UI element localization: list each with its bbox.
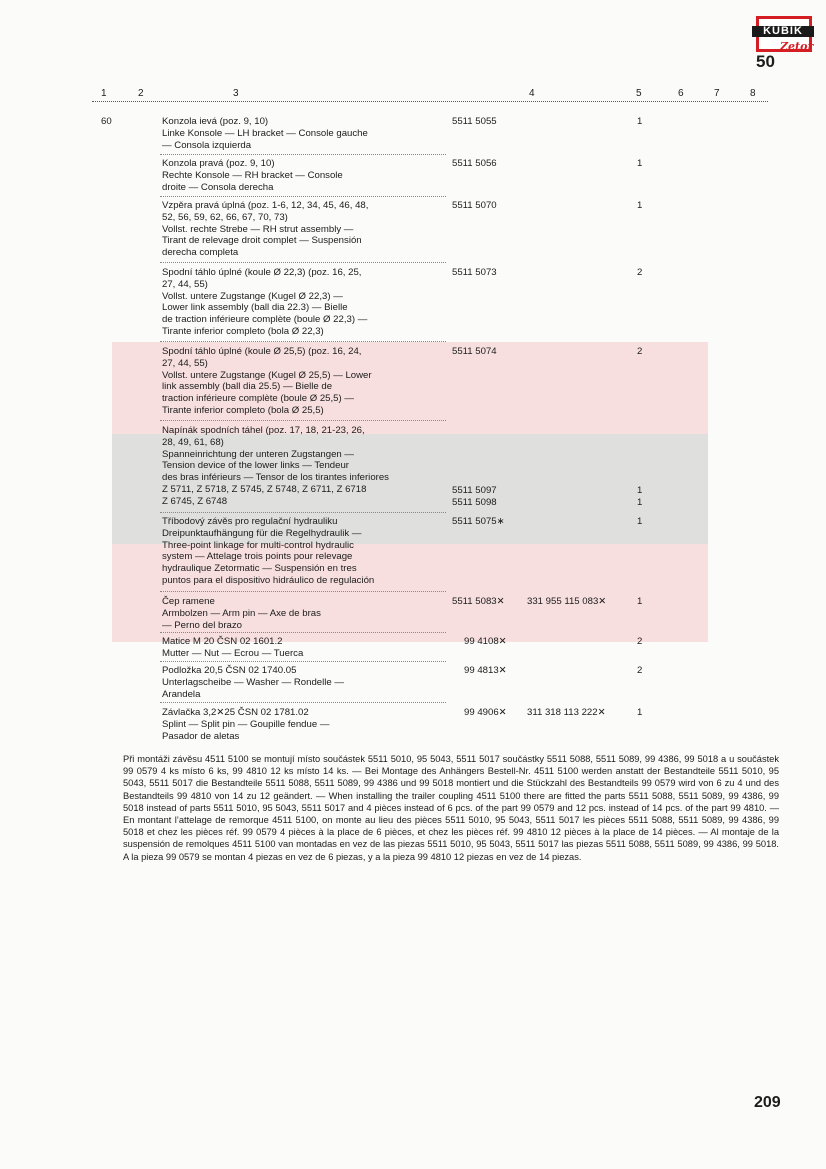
col-header-5: 5 (636, 88, 642, 99)
item-separator (160, 420, 446, 421)
item-part-number: 5511 5073 (452, 267, 497, 278)
item-description: Konzola pravá (poz. 9, 10) Rechte Konsole — RH bracket — Console droite — Consola derecha (162, 158, 343, 193)
col-header-8: 8 (750, 88, 756, 99)
item-separator (160, 262, 446, 263)
item-quantity: 1 (637, 516, 643, 527)
item-separator (160, 341, 446, 342)
item-quantity: 1 1 (637, 485, 643, 508)
item-description: Vzpěra pravá úplná (poz. 1-6, 12, 34, 45, 46, 48, 52, 56, 59, 62, 66, 67, 70, 73) Vollst. rechte Strebe — RH strut assembly — Tirant de relevage droit complet — Suspensión derecha completa (162, 200, 369, 259)
page-number: 209 (754, 1094, 781, 1111)
item-part-number: 5511 5055 (452, 116, 497, 127)
item-part-number: 5511 5074 (452, 346, 497, 357)
item-quantity: 2 (637, 636, 643, 647)
col-header-3: 3 (233, 88, 239, 99)
item-alt-part-number: 311 318 113 222✕ (527, 707, 606, 718)
item-separator (160, 661, 446, 662)
item-part-number: 5511 5083✕ (452, 596, 505, 607)
item-quantity: 1 (637, 596, 643, 607)
item-description: Čep ramene Armbolzen — Arm pin — Axe de bras — Perno del brazo (162, 596, 321, 631)
col-header-7: 7 (714, 88, 720, 99)
item-quantity: 1 (637, 158, 643, 169)
item-description: Konzola ievá (poz. 9, 10) Linke Konsole — LH bracket — Console gauche — Consola izquierda (162, 116, 368, 151)
item-part-number: 99 4906✕ (464, 707, 507, 718)
item-quantity: 1 (637, 116, 643, 127)
col-header-1: 1 (101, 88, 107, 99)
item-quantity: 2 (637, 665, 643, 676)
kubik-logo: KUBIK Zetor (752, 14, 814, 70)
item-part-number: 5511 5097 5511 5098 (452, 485, 497, 508)
item-description: Napínák spodních táhel (poz. 17, 18, 21-23, 26, 28, 49, 61, 68) Spanneinrichtung der unteren Zugstangen — Tension device of the lower links — Tendeur des bras inférieurs — Tensor de los tirantes inferiores Z 5711, Z 5718, Z 5745, Z 5748, Z 6711, Z 6718 Z 6745, Z 6748 (162, 425, 389, 507)
item-quantity: 2 (637, 267, 643, 278)
item-part-number: 99 4108✕ (464, 636, 507, 647)
item-part-number: 5511 5075∗ (452, 516, 505, 527)
item-description: Spodní táhlo úplné (koule Ø 25,5) (poz. 16, 24, 27, 44, 55) Vollst. untere Zugstange (Kugel Ø 25,5) — Lower link assembly (ball dia 25.5) — Bielle de traction inférieure complète (boule Ø 25,5) — Tirante inferior completo (bola Ø 25,5) (162, 346, 372, 416)
sheet-number: 50 (756, 52, 775, 71)
item-part-number: 99 4813✕ (464, 665, 507, 676)
item-alt-part-number: 331 955 115 083✕ (527, 596, 607, 607)
item-separator (160, 591, 446, 592)
col-header-2: 2 (138, 88, 144, 99)
item-description: Matice M 20 ČSN 02 1601.2 Mutter — Nut — Ecrou — Tuerca (162, 636, 304, 659)
item-separator (160, 702, 446, 703)
item-part-number: 5511 5056 (452, 158, 497, 169)
col-header-4: 4 (529, 88, 535, 99)
item-quantity: 1 (637, 707, 643, 718)
item-description: Podložka 20,5 ČSN 02 1740.05 Unterlagscheibe — Washer — Rondelle — Arandela (162, 665, 345, 700)
item-part-number: 5511 5070 (452, 200, 497, 211)
item-separator (160, 512, 446, 513)
item-quantity: 1 (637, 200, 643, 211)
position-number: 60 (101, 116, 112, 127)
item-separator (160, 196, 446, 197)
item-separator (160, 154, 446, 155)
col-header-6: 6 (678, 88, 684, 99)
item-quantity: 2 (637, 346, 643, 357)
item-separator (160, 632, 446, 633)
item-description: Tříbodový závěs pro regulační hydrauliku Dreipunktaufhängung für die Regelhydraulik — Three-point linkage for multi-control hydraulic system — Attelage trois points pour relevage hydraulique Zetormatic — Suspensión en tres puntos para el dispositivo hidráulico de regulación (162, 516, 375, 586)
item-description: Spodní táhlo úplné (koule Ø 22,3) (poz. 16, 25, 27, 44, 55) Vollst. untere Zugstange (Kugel Ø 22,3) — Lower link assembly (ball dia 22.3) — Bielle de traction inférieure complète (boule Ø 22,3) — Tirante inferior completo (bola Ø 22,3) (162, 267, 368, 337)
item-description: Závlačka 3,2✕25 ČSN 02 1781.02 Splint — Split pin — Goupille fendue — Pasador de aletas (162, 707, 330, 742)
header-rule (92, 101, 768, 102)
assembly-note: Při montáži závěsu 4511 5100 se montují místo součástek 5511 5010, 95 5043, 5511 5017 součástky 5511 5088, 5511 5089, 99 4386, 99 5018 a u součástek 99 0579 4 ks místo 6 ks, 99 4810 12 ks místo 14 ks. — Bei Montage des Anhängers Bestell-Nr. 4511 5100 werden anstatt der Bestandteile 5511 5010, 95 5043, 5511 5017 die Bestandteile 5511 5088, 5511 5089, 99 4386 und 99 5018 montiert und die Stückzahl des Bestandteils 99 0579 wird von 6 zu 4 und des Bestandteils 99 4810 von 14 zu 12 geändert. — When installing the trailer coupling 4511 5100 there are fitted the parts 5511 5088, 5511 5089, 99 4386, 99 5018 instead of parts 5511 5010, 95 5043, 5511 5017 and 4 pièces instead of 6 pcs. of the part 99 0579 and 12 pcs. instead of 14 pcs. of the part 99 4810. — En montant l’attelage de remorque 4511 5100, on monte au lieu des pièces 5511 5010, 95 5043, 5511 5017 les pièces 5511 5088, 5511 5089, 99 4386, 99 5018 et chez les pièces réf. 99 0579 4 pièces à la place de 6 pièces, et chez les pièces réf. 99 4810 12 pièces à la place de 14 pièces. — Al montaje de la suspensión de remolques 4511 5100 van montadas en vez de las piezas 5511 5010, 95 5043, 5511 5017 las piezas 5511 5088, 5511 5089, 99 4386, 99 5018. A la pieza 99 0579 se montan 4 piezas en vez de 6 piezas, y a la pieza 99 4810 12 piezas en vez de 14 piezas. (123, 754, 779, 862)
